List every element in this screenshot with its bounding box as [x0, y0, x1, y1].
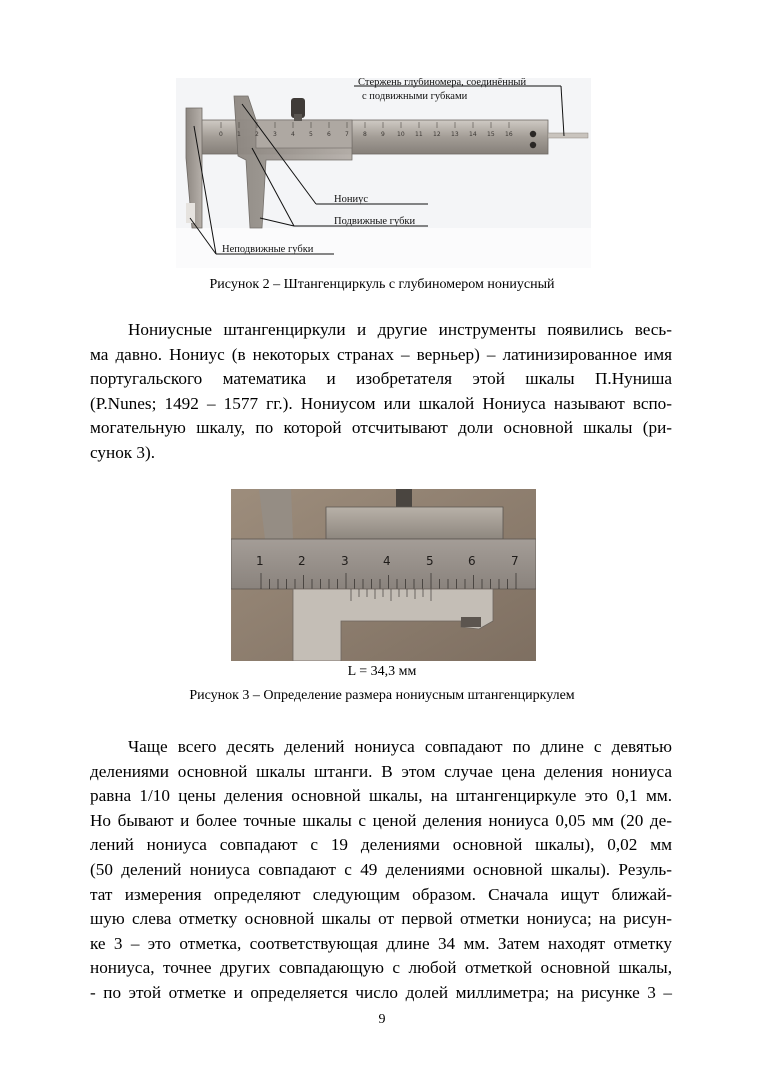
scale-number: 6	[327, 131, 331, 138]
paragraph-line: португальского математика и изобретателя этой шкалы П.Нуниша	[90, 369, 672, 389]
scale-number: 14	[469, 131, 477, 138]
paragraph-line: Но бывают и более точные шкалы с ценой деления нониуса 0,05 мм (20 де-	[90, 810, 672, 830]
scale-number: 0	[219, 131, 223, 138]
scale-number: 9	[381, 131, 385, 138]
figure-3-vernier-photo	[231, 489, 536, 661]
scale-number: 6	[468, 554, 476, 568]
paragraph-line: делениями основной шкалы штанги. В этом случае цена деления нониуса	[90, 761, 672, 781]
page-number: 9	[378, 1012, 386, 1027]
paragraph-line: Нониусные штангенциркули и другие инструменты появились весь-	[128, 320, 672, 339]
paragraph-2	[90, 735, 672, 1006]
paragraph-line: Чаще всего десять делений нониуса совпадают по длине с девятью	[128, 737, 672, 756]
scale-number: 7	[511, 554, 519, 568]
callout-depth-rod-line1: Стержень глубиномера, соединённый	[358, 78, 527, 88]
scale-number: 10	[397, 131, 405, 138]
callout-vernier: Нониус	[334, 194, 368, 205]
scale-number: 1	[237, 131, 241, 138]
scale-number: 2	[255, 131, 259, 138]
scale-number: 5	[309, 131, 313, 138]
scale-number: 12	[433, 131, 441, 138]
paragraph-1	[90, 318, 672, 466]
paragraph-line: (50 делений нониуса совпадают с 49 делениями основной шкалы). Резуль-	[90, 859, 672, 879]
paragraph-line: сунок 3).	[90, 442, 156, 462]
figure-2-caliper-photo	[176, 78, 591, 268]
scale-number: 8	[363, 131, 367, 138]
figure-3-caption: Рисунок 3 – Определение размера нониусным штангенциркулем	[189, 688, 575, 703]
figure-2-caption: Рисунок 2 – Штангенциркуль с глубиномером нониусный	[209, 277, 555, 292]
paragraph-line: тат измерения определяют следующим образом. Сначала ищут ближай-	[90, 884, 672, 904]
paragraph-line: (P.Nunes; 1492 – 1577 гг.). Нониусом или шкалой Нониуса называют вспо-	[90, 393, 672, 413]
callout-movable-jaws: Подвижные губки	[334, 216, 416, 227]
paragraph-line: лений нониуса совпадают с 19 делениями основной шкалы), 0,02 мм	[90, 835, 672, 855]
callout-fixed-jaws: Неподвижные губки	[222, 244, 314, 255]
scale-number: 5	[426, 554, 434, 568]
paragraph-line: нониуса, точнее других совпадающую с любой отметкой основной шкалы,	[90, 958, 672, 978]
paragraph-line: ке 3 – это отметка, соответствующая длине 34 мм. Затем находят отметку	[90, 933, 672, 953]
scale-number: 4	[383, 554, 391, 568]
scale-number: 4	[291, 131, 295, 138]
paragraph-line: шую слева отметку основной шкалы от первой отметки нониуса; на рисун-	[90, 909, 672, 929]
paragraph-line: ма давно. Нониус (в некоторых странах – верньер) – латинизированное имя	[90, 344, 672, 364]
scale-number: 15	[487, 131, 495, 138]
scale-number: 7	[345, 131, 349, 138]
scale-number: 13	[451, 131, 459, 138]
scale-number: 1	[256, 554, 264, 568]
paragraph-line: равна 1/10 цены деления основной шкалы, на штангенциркуле это 0,1 мм.	[90, 786, 672, 806]
scale-number: 3	[341, 554, 349, 568]
paragraph-line: могательную шкалу, по которой отсчитывают доли основной шкалы (ри-	[90, 418, 672, 438]
scale-number: 2	[298, 554, 306, 568]
measurement-value: L = 34,3 мм	[347, 664, 417, 679]
scale-number: 16	[505, 131, 513, 138]
scale-number: 11	[415, 131, 423, 138]
paragraph-line: - по этой отметке и определяется число долей миллиметра; на рисунке 3 –	[90, 982, 672, 1002]
callout-depth-rod-line2: с подвижными губками	[362, 91, 468, 102]
scale-number: 3	[273, 131, 277, 138]
